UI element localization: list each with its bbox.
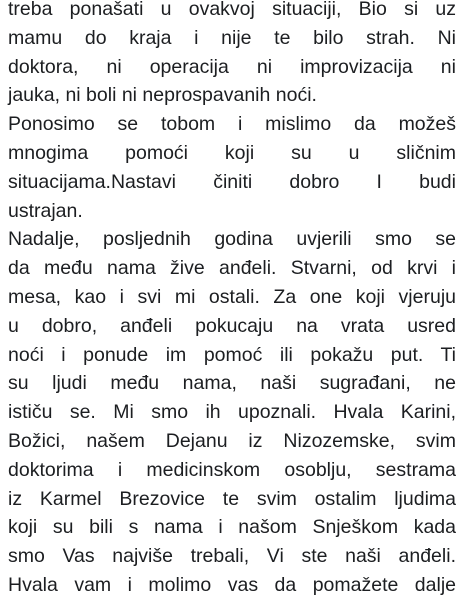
text-line-10: da među nama žive anđeli. Stvarni, od krvi i xyxy=(8,257,456,280)
text-line-9: Nadalje, posljednih godina uvjerili smo se xyxy=(8,228,456,251)
text-line-7: situacijama.Nastavi činiti dobro I budi xyxy=(8,170,456,193)
text-line-19: koji su bili s nama i našom Snješkom kada xyxy=(8,516,456,539)
text-line-15: ističu se. Mi smo ih upoznali. Hvala Karini, xyxy=(8,401,456,424)
text-line-8: ustrajan. xyxy=(8,199,83,222)
text-line-13: noći i ponude im pomoć ili pokažu put. Ti xyxy=(8,343,456,366)
text-line-17: doktorima i medicinskom osoblju, sestrama xyxy=(8,458,456,481)
text-line-12: u dobro, anđeli pokucaju na vrata usred xyxy=(8,314,456,337)
text-line-5: Ponosimo se tobom i mislimo da možeš xyxy=(8,113,456,136)
text-line-21: Hvala vam i molimo vas da pomažete dalje xyxy=(8,573,456,595)
text-line-4: jauka, ni boli ni neprospavanih noći. xyxy=(8,84,317,107)
text-line-1: treba ponašati u ovakvoj situaciji, Bio si uz xyxy=(8,0,456,20)
text-line-6: mnogima pomoći koji su u sličnim xyxy=(8,141,456,164)
text-line-11: mesa, kao i svi mi ostali. Za one koji vjeruju xyxy=(8,285,456,308)
text-line-3: doktora, ni operacija ni improvizacija ni xyxy=(8,55,456,78)
text-line-14: su ljudi među nama, naši sugrađani, ne xyxy=(8,372,456,395)
text-line-2: mamu do kraja i nije te bilo strah. Ni xyxy=(8,26,456,49)
text-line-16: Božici, našem Dejanu iz Nizozemske, svim xyxy=(8,429,456,452)
text-line-18: iz Karmel Brezovice te svim ostalim ljudima xyxy=(8,487,456,510)
text-line-20: smo Vas najviše trebali, Vi ste naši anđeli. xyxy=(8,545,456,568)
post-text xyxy=(8,0,456,595)
